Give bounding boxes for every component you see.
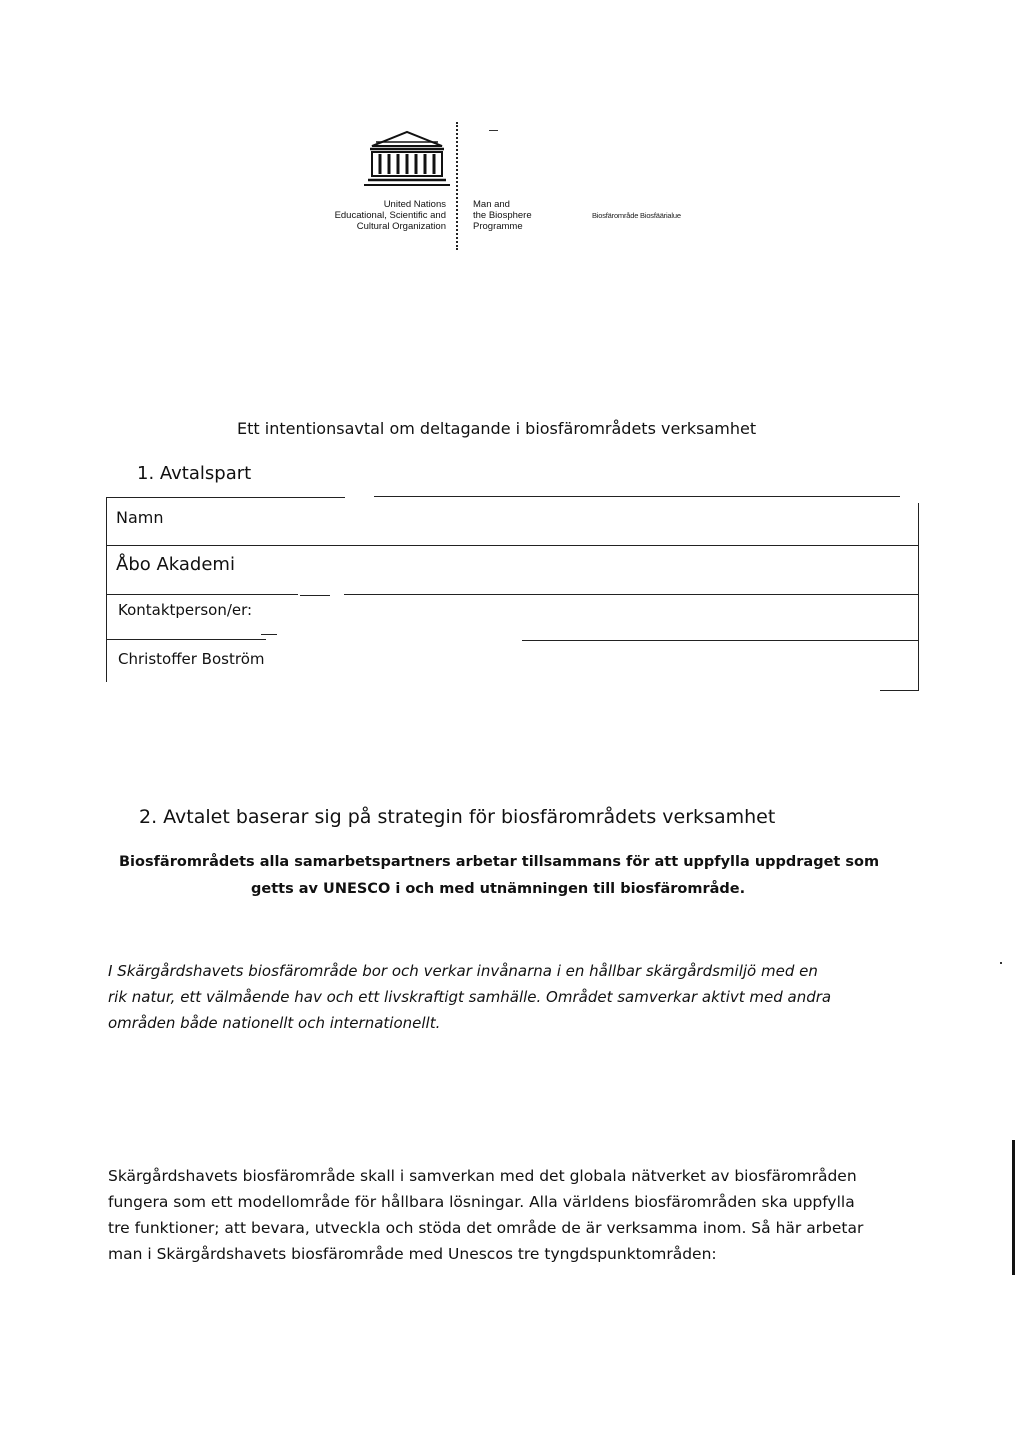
table-rule	[106, 639, 266, 640]
table-rule	[300, 595, 330, 596]
mab-programme	[473, 199, 532, 232]
table-rule	[106, 545, 918, 546]
table-rule	[880, 690, 918, 691]
table-rule	[374, 496, 900, 497]
paragraph-line: fungera som ett modellområde för hållbara lösningar. Alla världens biosfärområden ska uppfylla	[108, 1193, 855, 1211]
scan-speck	[1000, 962, 1002, 964]
header-dash	[489, 130, 498, 131]
name-value: Åbo Akademi	[116, 554, 235, 575]
table-rule	[522, 640, 918, 641]
mab-line: Programme	[473, 221, 523, 232]
table-border-left	[106, 497, 107, 682]
org-line: Cultural Organization	[356, 221, 446, 232]
agreement-title: Ett intentionsavtal om deltagande i biosfärområdets verksamhet	[237, 419, 757, 438]
table-rule	[344, 594, 918, 595]
paragraph-line: Skärgårdshavets biosfärområde skall i samverkan med det globala nätverket av biosfärområden	[108, 1167, 857, 1185]
mab-line: Man and	[473, 199, 510, 210]
table-rule	[261, 634, 277, 635]
mission-line: Biosfärområdets alla samarbetspartners arbetar tillsammans för att uppfylla uppdraget som	[119, 854, 880, 870]
name-label: Namn	[116, 508, 164, 527]
vision-line: rik natur, ett välmående hav och ett livskraftigt samhälle. Området samverkar aktivt med andra	[108, 988, 832, 1006]
scan-edge-bar	[1012, 1140, 1015, 1275]
mab-line: the Biosphere	[473, 210, 532, 221]
contact-value: Christoffer Boström	[118, 650, 265, 668]
table-rule	[106, 497, 345, 498]
section1-heading: 1. Avtalspart	[137, 463, 252, 484]
paragraph-line: tre funktioner; att bevara, utveckla och stöda det område de är verksamma inom. Så här arbetar	[108, 1219, 864, 1237]
logo-divider	[456, 122, 458, 250]
table-rule	[106, 594, 298, 595]
vision-text	[108, 958, 988, 1036]
vision-line: I Skärgårdshavets biosfärområde bor och verkar invånarna i en hållbar skärgårdsmiljö med en	[108, 962, 818, 980]
unesco-logo	[362, 128, 452, 188]
mission-line: getts av UNESCO i och med utnämningen till biosfärområde.	[251, 881, 746, 897]
functions-paragraph	[108, 1163, 908, 1267]
contact-label: Kontaktperson/er:	[118, 601, 253, 619]
org-name	[318, 199, 446, 232]
table-border-right	[918, 503, 919, 691]
org-line: United Nations	[383, 199, 446, 210]
vision-line: områden både nationellt och internationellt.	[108, 1014, 441, 1032]
section2-heading: 2. Avtalet baserar sig på strategin för biosfärområdets verksamhet	[139, 806, 776, 828]
paragraph-line: man i Skärgårdshavets biosfärområde med Unescos tre tyngdspunktområden:	[108, 1245, 717, 1263]
org-line: Educational, Scientific and	[334, 210, 446, 221]
biosphere-area-label: Biosfärområde Biosfäärialue	[592, 211, 681, 220]
